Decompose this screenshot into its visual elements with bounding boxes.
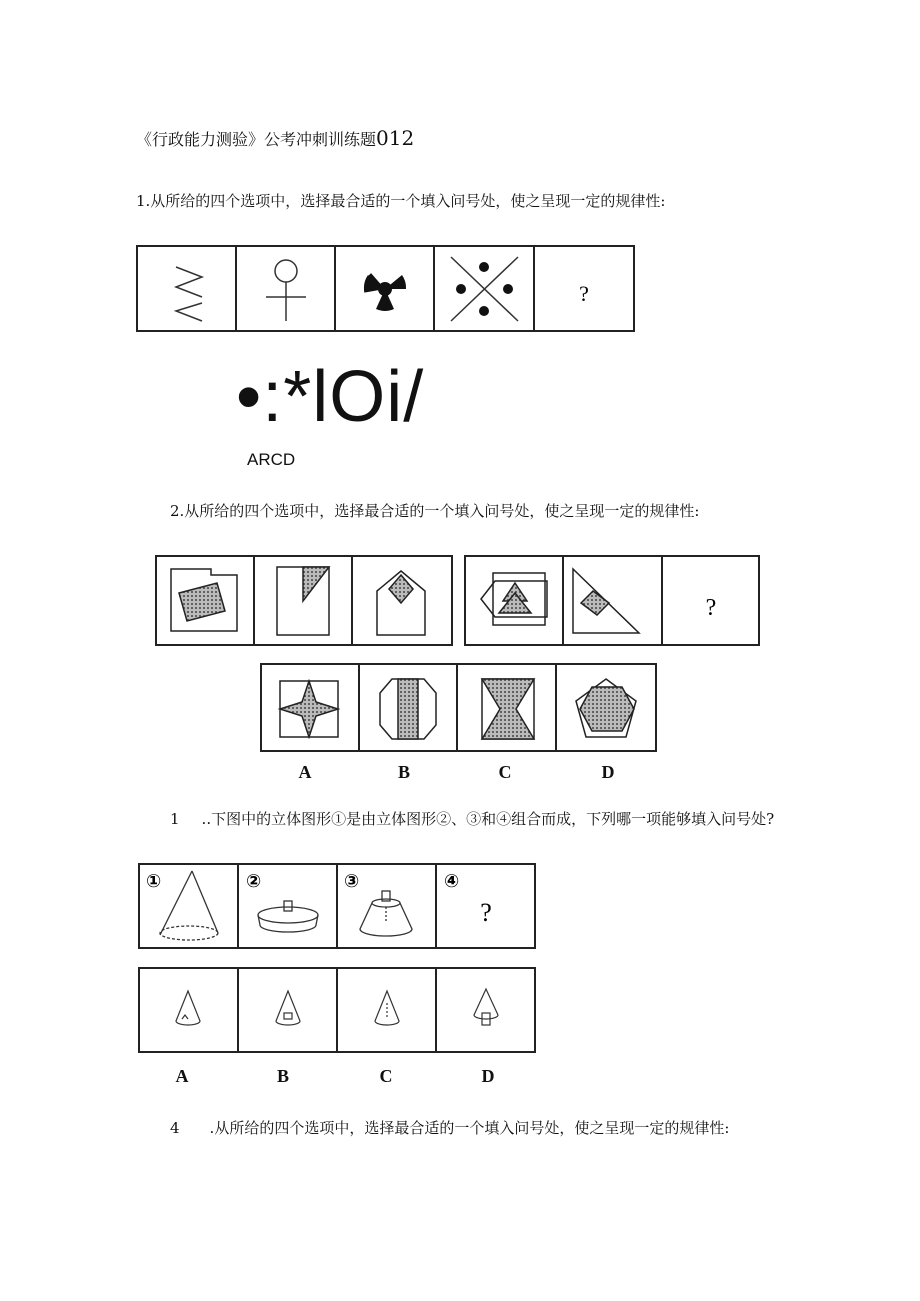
title-number: 012 <box>376 126 415 150</box>
option-letter-d: D <box>601 762 615 782</box>
pentagon-diamond-figure <box>377 571 425 635</box>
cone-figure <box>160 871 218 940</box>
disc-with-knob-figure <box>258 901 318 932</box>
question-mark: ? <box>579 281 589 306</box>
option-letter-a: A <box>175 1066 189 1086</box>
option-b-small-cone <box>276 991 300 1025</box>
question-2-figure-row <box>155 555 765 650</box>
question-1-option-letters: ARCD <box>247 450 296 469</box>
hexagon-tree-figure <box>481 573 547 625</box>
option-letter-b: B <box>397 762 410 782</box>
venus-symbol-figure <box>266 260 306 321</box>
question-1-options: •:*lOi/ <box>236 357 425 437</box>
question-3-options-row <box>138 967 540 1057</box>
question-3-number: 1 <box>170 810 180 828</box>
option-letter-c: C <box>379 1066 393 1086</box>
question-3-figure-row <box>138 863 540 953</box>
option-a-small-cone <box>176 991 200 1025</box>
radiation-symbol-figure <box>361 271 406 311</box>
cross-with-dots-figure <box>451 257 518 321</box>
square-notched-figure <box>171 569 237 631</box>
label-1: ① <box>146 871 162 892</box>
option-letter-c: C <box>498 762 512 782</box>
option-c-small-cone <box>375 991 399 1025</box>
question-4-body: .从所给的四个选项中，选择最合适的一个填入问号处，使之呈现一定的规律性: <box>209 1119 730 1137</box>
option-b-octagon-figure <box>380 679 436 739</box>
label-4: ④ <box>444 871 460 892</box>
question-mark: ? <box>705 595 717 621</box>
question-1-text: 1.从所给的四个选项中，选择最合适的一个填入问号处，使之呈现一定的规律性: <box>136 192 666 210</box>
option-a-star-figure <box>280 681 338 737</box>
question-1-figure-row <box>136 245 636 335</box>
question-2-options-row <box>260 663 660 755</box>
label-3: ③ <box>344 871 360 892</box>
question-mark: ? <box>480 898 492 927</box>
zigzag-figure <box>176 267 202 321</box>
option-d-hexagon-pentagon-figure <box>576 679 636 737</box>
page-title <box>136 126 414 150</box>
rectangle-triangle-figure <box>277 567 329 635</box>
triangle-diamond-figure <box>573 569 639 633</box>
title-main: 《行政能力测验》公考冲刺训练题 <box>136 130 377 149</box>
option-letter-b: B <box>276 1066 289 1086</box>
label-2: ② <box>246 871 262 892</box>
question-2-text: 2.从所给的四个选项中，选择最合适的一个填入问号处，使之呈现一定的规律性: <box>170 502 700 520</box>
question-3-text <box>170 808 774 829</box>
option-letter-a: A <box>298 762 312 782</box>
question-4-number: 4 <box>170 1119 180 1137</box>
question-3-body: ..下图中的立体图形①是由立体图形②、③和④组合而成，下列哪一项能够填入问号处? <box>201 810 775 828</box>
frustum-figure <box>360 891 412 936</box>
option-letter-d: D <box>481 1066 495 1086</box>
question-4-text <box>170 1117 729 1138</box>
option-d-small-cone <box>474 989 498 1025</box>
option-c-hourglass-figure <box>482 679 534 739</box>
